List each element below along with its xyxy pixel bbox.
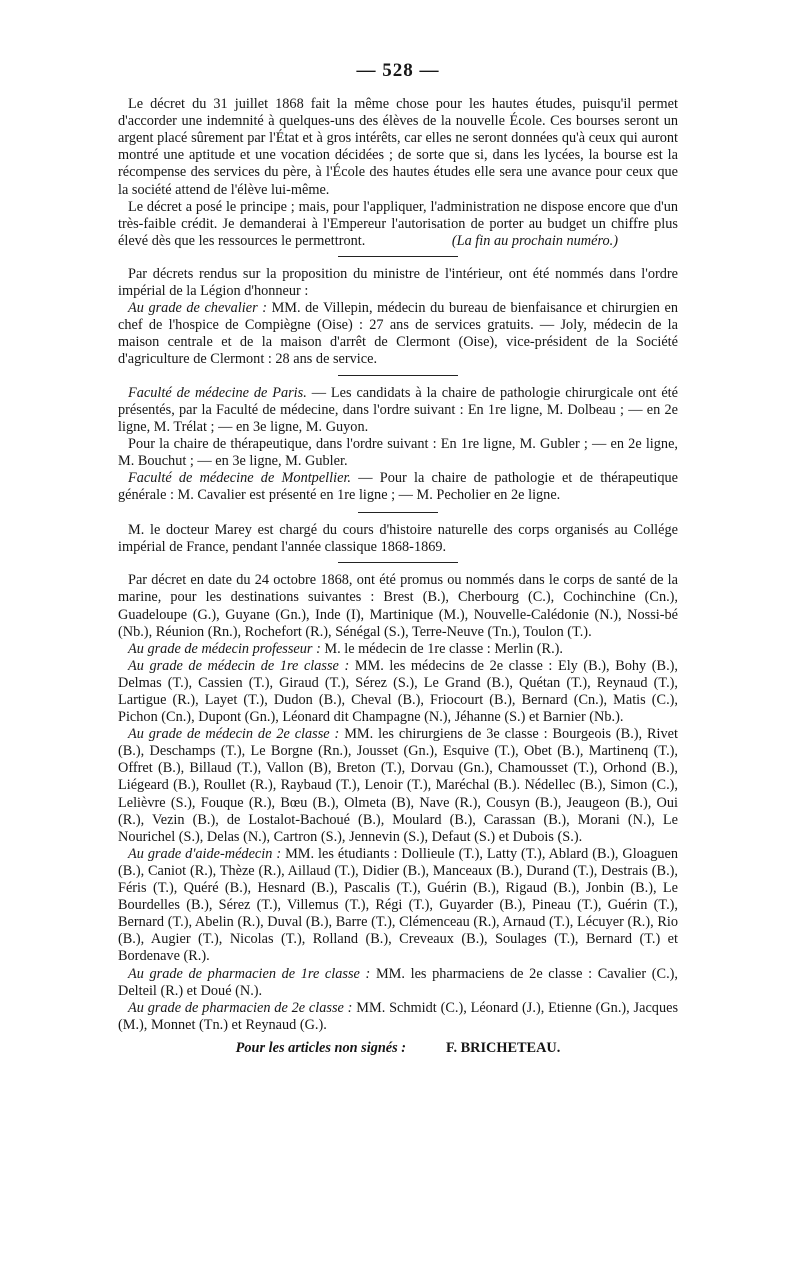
- paragraph: [118, 199, 678, 250]
- paragraph: [118, 1000, 678, 1034]
- section-facultes: [118, 385, 678, 505]
- separator-rule: [338, 375, 458, 376]
- paragraph: M. le docteur Marey est chargé du cours d'histoire naturelle des corps organisés au Collége impérial de France, pendant l'année classique 1868-1869.: [118, 522, 678, 556]
- paragraph: [118, 470, 678, 504]
- paragraph-text: MM. de Villepin, médecin du bureau de bienfaisance et chirurgien en chef de l'hospice de Compiègne (Oise) : 27 ans de services gratuits. — Joly, médecin de la maison centrale et de la maison d'arrêt de Clermont (Oise), vice-président de la Société d'agriculture de Clermont : 28 ans de service.: [118, 300, 678, 368]
- separator-rule: [358, 512, 438, 513]
- section-marine: [118, 572, 678, 1034]
- paragraph: Le décret du 31 juillet 1868 fait la même chose pour les hautes études, puisqu'il permet d'accorder une indemnité à quelques-uns des élèves de la nouvelle École. Ces bourses seront un argent placé sûrement par l'État et à gros intérêts, car elles ne seront données qu'à ceux qui auront montré une aptitude et une vocation décidées ; de sorte que si, dans les lycées, la bourse est la récompense des services du père, à l'École des hautes études elle sera une avance pour ceux que la société attend de l'élève lui-même.: [118, 96, 678, 198]
- grade-label: Au grade de médecin de 2e classe :: [128, 726, 340, 743]
- grade-label: Au grade de pharmacien de 1re classe :: [128, 965, 371, 982]
- paragraph: Par décrets rendus sur la proposition du ministre de l'intérieur, ont été nommés dans l'ordre impérial de la Légion d'honneur :: [118, 265, 678, 300]
- signature-line: [118, 1040, 678, 1057]
- paragraph-text: MM. les médecins de 2e classe : Ely (B.), Bohy (B.), Delmas (T.), Cassien (T.), Giraud (T.), Sérez (S.), Le Grand (B.), Quétan (T.), Reynaud (T.), Lartigue (R.), Layet (T.), Dudon (B.), Cheval (B.), Friocourt (B.), Bernard (Cn.), Matis (C.), Pichon (Cn.), Dupont (Gn.), Léonard dit Champagne (N.), Jéhanne (S.) et Barnier (Nb.).: [118, 657, 678, 726]
- paragraph-text: MM. les pharmaciens de 2e classe : Cavalier (C.), Delteil (R.) et Doué (N.).: [118, 965, 678, 999]
- signature-name: F. BRICHETEAU.: [446, 1039, 561, 1056]
- page-number: — 528 —: [356, 60, 440, 81]
- paragraph: [118, 658, 678, 726]
- paragraph: [118, 966, 678, 1000]
- grade-label: Au grade de médecin professeur :: [128, 640, 321, 657]
- separator-rule: [338, 256, 458, 257]
- paragraph: Par décret en date du 24 octobre 1868, ont été promus ou nommés dans le corps de santé de la marine, pour les destinations suivantes : Brest (B.), Cherbourg (C.), Cochinchine (Cn.), Guadeloupe (G.), Guyane (Gn.), Inde (I), Martinique (M.), Nouvelle-Calédonie (N.), Nossi-bé (Nb.), Réunion (Rn.), Rochefort (R.), Sénégal (S.), Terre-Neuve (Tn.), Toulon (T.).: [118, 572, 678, 640]
- paragraph: [118, 641, 678, 658]
- grade-label: Au grade de médecin de 1re classe :: [128, 657, 350, 674]
- grade-label: Au grade de pharmacien de 2e classe :: [128, 999, 353, 1016]
- paragraph: [118, 385, 678, 436]
- paragraph: [118, 300, 678, 368]
- continuation-note: (La fin au prochain numéro.): [451, 232, 618, 249]
- document-page: [118, 0, 678, 1057]
- section-hautes-etudes: [118, 96, 678, 250]
- section-legion-honneur: [118, 266, 678, 369]
- paragraph: Pour la chaire de thérapeutique, dans l'ordre suivant : En 1re ligne, M. Gubler ; — en 2e ligne, M. Bouchut ; — en 3e ligne, M. Gubler.: [118, 435, 678, 469]
- section-college-france: [118, 522, 678, 556]
- grade-label: Au grade d'aide-médecin :: [128, 845, 282, 862]
- separator-rule: [338, 562, 458, 563]
- paragraph-text: — Les candidats à la chaire de pathologie chirurgicale ont été présentés, par la Faculté de médecine, dans l'ordre suivant : En 1re ligne, M. Dolbeau ; — en 2e ligne, M. Trélat ; — en 3e ligne, M. Guyon.: [118, 384, 679, 435]
- paragraph: [118, 846, 678, 966]
- faculty-label: Faculté de médecine de Paris.: [128, 384, 307, 401]
- faculty-label: Faculté de médecine de Montpellier.: [128, 469, 351, 486]
- paragraph-text: MM. les étudiants : Dollieule (T.), Latty (T.), Ablard (B.), Gloaguen (B.), Caniot (R.), Thèze (R.), Aillaud (T.), Didier (B.), Manceaux (B.), Durand (T.), Destrais (B.), Féris (T.), Quéré (B.), Hesnard (B.), Pascalis (T.), Guérin (B.), Rigaud (B.), Jonbin (B.), Le Bourdelles (B.), Sérez (T.), Villemus (T.), Régi (T.), Guyarder (B.), Pineau (T.), Guérin (T.), Bernard (T.), Abelin (R.), Duval (B.), Barre (T.), Clémenceau (R.), Arnaud (T.), Lécuyer (R.), Rio (B.), Augier (T.), Nicolas (T.), Rolland (B.), Creveaux (B.), Soulages (T.), Bernard (T.) et Bordenave (R.).: [118, 845, 679, 965]
- paragraph-text: Le décret a posé le principe ; mais, pour l'appliquer, l'administration ne dispose encore que d'un très-faible crédit. Je demanderai à l'Empereur l'autorisation de porter au budget un chiffre plus élevé dès que les ressources le permettront.: [118, 198, 678, 249]
- paragraph-text: MM. les chirurgiens de 3e classe : Bourgeois (B.), Rivet (B.), Deschamps (T.), Le Borgne (Rn.), Jousset (Gn.), Esquive (T.), Obet (B.), Martinenq (T.), Offret (B.), Billaud (T.), Vallon (B), Breton (T.), Dorvau (Gn.), Chamousset (T.), Orhond (B.), Liégeard (B.), Roullet (R.), Raybaud (T.), Lenoir (T.), Maréchal (B.). Nédellec (B.), Simon (C.), Lelièvre (S.), Fouque (R.), Bœu (B.), Olmeta (B), Nave (R.), Cousyn (B.), Jeaugeon (B.), Oui (R.), Vezin (B.), de Lostalot-Bachoué (B.), Moulard (B.), Carassan (B.), Morani (N.), Le Nourichel (S.), Delas (N.), Cartron (S.), Jennevin (S.), Defaut (S.) et Dubois (S.).: [118, 726, 678, 845]
- paragraph-text: M. le médecin de 1re classe : Merlin (R.).: [324, 640, 564, 657]
- paragraph-text: — Pour la chaire de pathologie et de thérapeutique générale : M. Cavalier est présenté en 1re ligne ; — M. Pecholier en 2e ligne.: [118, 469, 678, 504]
- paragraph-text: MM. Schmidt (C.), Léonard (J.), Etienne (Gn.), Jacques (M.), Monnet (Tn.) et Reynaud (G.).: [118, 999, 679, 1033]
- signature-label: Pour les articles non signés :: [235, 1039, 407, 1056]
- grade-label: Au grade de chevalier :: [128, 300, 267, 317]
- paragraph: [118, 726, 678, 846]
